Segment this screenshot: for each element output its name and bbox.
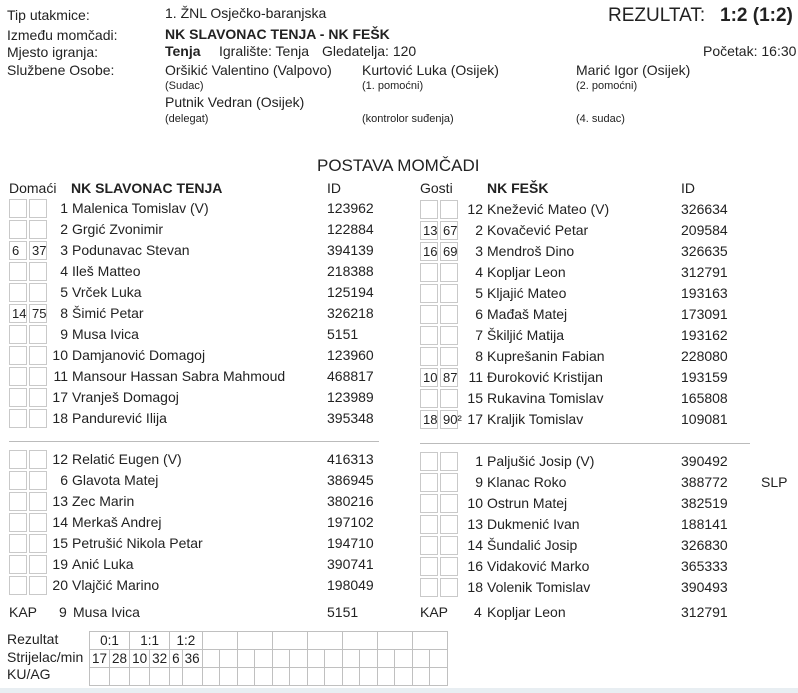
home-captain-id: 5151 (327, 604, 359, 620)
score-cell: 1:1 (130, 632, 170, 650)
scorer-cell (412, 650, 430, 668)
kuag-cell (150, 668, 170, 686)
kuag-cell (182, 668, 202, 686)
goal-minute-box (420, 536, 438, 555)
player-id: 326635 (681, 243, 728, 259)
player-id: 193163 (681, 285, 728, 301)
player-id: 394139 (327, 242, 374, 258)
home-captain-number: 9 (59, 604, 67, 620)
player-number: 3 (60, 242, 68, 258)
player-number: 8 (475, 348, 483, 364)
player-number: 17 (52, 389, 68, 405)
scorer-cell (237, 650, 255, 668)
player-number: 10 (52, 347, 68, 363)
scorer-cell (377, 650, 395, 668)
player-number: 20 (52, 577, 68, 593)
official-name: Oršikić Valentino (Valpovo) (165, 62, 332, 78)
goal-minute-box (420, 494, 438, 513)
player-name: Petrušić Nikola Petar (72, 535, 203, 551)
goal-minute-box (440, 452, 458, 471)
kuag-row-label: KU/AG (7, 666, 51, 682)
goal-minute-box (440, 494, 458, 513)
goal-minute-box: 16 (420, 242, 438, 261)
scorer-cell (430, 650, 448, 668)
player-number: 7 (475, 327, 483, 343)
kuag-cell (377, 668, 395, 686)
player-number: 15 (52, 535, 68, 551)
scorer-cell: 36 (182, 650, 202, 668)
player-number: 19 (52, 556, 68, 572)
home-captain-label: KAP (9, 604, 38, 620)
player-id: 198049 (327, 577, 374, 593)
divider (420, 443, 750, 444)
player-name: Malenica Tomislav (V) (72, 200, 209, 216)
goal-minute-box (420, 515, 438, 534)
goal-minute-box: 18 (420, 410, 438, 429)
scorer-cell (395, 650, 413, 668)
player-id: 125194 (327, 284, 374, 300)
away-side-label: Gosti (420, 180, 453, 196)
score-cell (202, 632, 237, 650)
player-id: 395348 (327, 410, 374, 426)
scorer-cell: 32 (150, 650, 170, 668)
score-cell (412, 632, 447, 650)
scorer-cell (325, 650, 343, 668)
scorer-cell (220, 650, 238, 668)
goal-minute-box (420, 284, 438, 303)
player-name: Kraljik Tomislav (487, 411, 584, 427)
player-number: 4 (475, 264, 483, 280)
player-name: Kovačević Petar (487, 222, 589, 238)
lineups-title: POSTAVA MOMČADI (317, 156, 480, 175)
scorer-cell (360, 650, 378, 668)
kuag-cell (412, 668, 430, 686)
player-number: 14 (52, 514, 68, 530)
player-number: 5 (475, 285, 483, 301)
player-number: 12 (52, 451, 68, 467)
goal-minute-box: 75 (29, 304, 47, 323)
player-number: 4 (60, 263, 68, 279)
player-id: 390492 (681, 453, 728, 469)
player-name: Anić Luka (72, 556, 134, 572)
player-number: 8 (60, 305, 68, 321)
player-number: 3 (475, 243, 483, 259)
player-name: Mendroš Dino (487, 243, 575, 259)
player-name: Grgić Zvonimir (72, 221, 164, 237)
goal-minute-box (9, 262, 27, 281)
player-name: Vranješ Domagoj (72, 389, 179, 405)
goal-minute-box (420, 305, 438, 324)
player-number: 2 (60, 221, 68, 237)
goal-minute-box (9, 471, 27, 490)
match-type-value: 1. ŽNL Osječko-baranjska (165, 5, 327, 21)
goal-minute-box (420, 557, 438, 576)
score-cell (377, 632, 412, 650)
kickoff-value: Početak: 16:30 (703, 43, 797, 59)
away-id-header: ID (681, 180, 695, 196)
away-captain-id: 312791 (681, 604, 728, 620)
kuag-cell (342, 668, 360, 686)
player-name: Ostrun Matej (487, 495, 568, 511)
player-name: Volenik Tomislav (487, 579, 591, 595)
player-id: 312791 (681, 264, 728, 280)
goal-minute-box (440, 515, 458, 534)
goal-minute-box (9, 576, 27, 595)
goal-minute-box (9, 283, 27, 302)
away-team-name: NK FEŠK (487, 180, 549, 196)
player-number: 6 (475, 306, 483, 322)
goal-minute-box (440, 326, 458, 345)
scorer-cell (255, 650, 273, 668)
goal-minute-box: 13 (420, 221, 438, 240)
official-role: (2. pomoćni) (576, 80, 638, 92)
goal-minute-box (9, 199, 27, 218)
scorer-row-label: Strijelac/min (7, 649, 84, 665)
goal-minute-box (440, 284, 458, 303)
player-number: 6 (60, 472, 68, 488)
goal-minute-box (440, 389, 458, 408)
goal-minute-box: 87 (440, 368, 458, 387)
player-id: 416313 (327, 451, 374, 467)
player-number: 18 (52, 410, 68, 426)
goal-minute-box (9, 325, 27, 344)
goal-minute-box (420, 200, 438, 219)
player-id: 123989 (327, 389, 374, 405)
player-number: 13 (52, 493, 68, 509)
kuag-cell (220, 668, 238, 686)
kuag-cell (290, 668, 308, 686)
player-id: 390493 (681, 579, 728, 595)
player-id: 388772 (681, 474, 728, 490)
player-note: SLP (761, 474, 788, 490)
goal-minute-box (440, 263, 458, 282)
goal-minute-box: 37 (29, 241, 47, 260)
player-name: Podunavac Stevan (72, 242, 190, 258)
officials-label: Službene Osobe: (7, 62, 115, 78)
player-id: 365333 (681, 558, 728, 574)
player-id: 173091 (681, 306, 728, 322)
player-name: Đuroković Kristijan (487, 369, 603, 385)
kuag-cell (272, 668, 290, 686)
goal-minute-box (420, 347, 438, 366)
goal-minute-box (9, 513, 27, 532)
player-name: Vidaković Marko (487, 558, 590, 574)
scorer-cell (272, 650, 290, 668)
kuag-cell (255, 668, 273, 686)
home-id-header: ID (327, 180, 341, 196)
player-id: 193162 (681, 327, 728, 343)
spectators-value: Gledatelja: 120 (322, 43, 417, 59)
player-id: 468817 (327, 368, 374, 384)
official-role: (kontrolor suđenja) (362, 113, 454, 125)
goal-minute-box: 14 (9, 304, 27, 323)
goal-minute-box (420, 578, 438, 597)
scorer-cell (307, 650, 325, 668)
score-cell (342, 632, 377, 650)
score-cell (307, 632, 342, 650)
player-name: Relatić Eugen (V) (72, 451, 182, 467)
scorer-cell (342, 650, 360, 668)
result-row-label: Rezultat (7, 631, 59, 647)
goal-minute-box (9, 388, 27, 407)
scorer-cell: 28 (110, 650, 130, 668)
score-cell (237, 632, 272, 650)
player-id: 123962 (327, 200, 374, 216)
player-name: Šimić Petar (72, 305, 144, 321)
scorer-cell (202, 650, 220, 668)
kuag-cell (307, 668, 325, 686)
player-number: 11 (468, 369, 483, 385)
player-number: 9 (60, 326, 68, 342)
official-role: (delegat) (165, 113, 209, 125)
player-name: Mađaš Matej (487, 306, 568, 322)
player-id: 193159 (681, 369, 728, 385)
goal-minute-box (9, 534, 27, 553)
player-name: Šundalić Josip (487, 537, 578, 553)
player-number: 1 (60, 200, 68, 216)
player-number: 1 (475, 453, 483, 469)
kuag-cell (360, 668, 378, 686)
result-value: 1:2 (1:2) (720, 5, 793, 26)
goal-minute-box (9, 367, 27, 386)
goal-minute-box (9, 450, 27, 469)
player-id: 382519 (681, 495, 728, 511)
goal-minute-box (440, 305, 458, 324)
kuag-cell (110, 668, 130, 686)
official-name: Marić Igor (Osijek) (576, 62, 691, 78)
goal-minute-box (9, 220, 27, 239)
score-cell (272, 632, 307, 650)
player-name: Kopljar Leon (487, 264, 566, 280)
kuag-cell (170, 668, 183, 686)
player-number: 10 (467, 495, 483, 511)
player-name: Kuprešanin Fabian (487, 348, 605, 364)
goal-minute-box (440, 200, 458, 219)
teams-value: NK SLAVONAC TENJA - NK FEŠK (165, 26, 390, 42)
player-name: Ileš Matteo (72, 263, 141, 279)
goal-minute-box: 69 (440, 242, 458, 261)
goal-minute-box (420, 326, 438, 345)
player-number: 9 (475, 474, 483, 490)
official-role: (1. pomoćni) (362, 80, 424, 92)
player-name: Merkaš Andrej (72, 514, 162, 530)
player-id: 228080 (681, 348, 728, 364)
player-number: 13 (467, 516, 483, 532)
goal-minute-box: 67 (440, 221, 458, 240)
player-name: Damjanović Domagoj (72, 347, 206, 363)
player-id: 326830 (681, 537, 728, 553)
scorer-cell (290, 650, 308, 668)
player-name: Mansour Hassan Sabra Mahmoud (72, 368, 286, 384)
player-number: 17 (467, 411, 483, 427)
teams-label: Između momčadi: (7, 27, 118, 43)
player-number: 16 (467, 558, 483, 574)
player-name: Vrček Luka (72, 284, 142, 300)
player-id: 218388 (327, 263, 374, 279)
player-number: 2 (475, 222, 483, 238)
goal-minute-box: 6 (9, 241, 27, 260)
player-name: Paljušić Josip (V) (487, 453, 595, 469)
pitch-value: Igralište: Tenja (219, 43, 310, 59)
official-role: (4. sudac) (576, 113, 625, 125)
scorer-cell: 6 (170, 650, 183, 668)
player-name: Dukmenić Ivan (487, 516, 580, 532)
goal-minute-box (440, 578, 458, 597)
goal-minute-box (420, 389, 438, 408)
kuag-cell (325, 668, 343, 686)
player-id: 122884 (327, 221, 374, 237)
venue-label: Mjesto igranja: (7, 44, 99, 60)
scorer-cell: 10 (130, 650, 150, 668)
goal-minute-box (9, 492, 27, 511)
player-name: Zec Marin (72, 493, 135, 509)
player-name: Pandurević Ilija (72, 410, 167, 426)
goal-minute-box (9, 409, 27, 428)
player-name: Knežević Mateo (V) (487, 201, 610, 217)
kuag-cell (90, 668, 110, 686)
official-name: Putnik Vedran (Osijek) (165, 94, 305, 110)
player-id: 386945 (327, 472, 374, 488)
score-cell: 0:1 (90, 632, 130, 650)
kuag-cell (202, 668, 220, 686)
official-role: (Sudac) (165, 80, 204, 92)
player-id: 109081 (681, 411, 728, 427)
player-id: 123960 (327, 347, 374, 363)
goal-minute-box: 10 (420, 368, 438, 387)
player-name: Klanac Roko (487, 474, 567, 490)
footer-strip (0, 688, 798, 693)
player-name: Kljajić Mateo (487, 285, 567, 301)
player-id: 5151 (327, 326, 359, 342)
away-captain-name: Kopljar Leon (487, 604, 566, 620)
official-name: Kurtović Luka (Osijek) (362, 62, 499, 78)
goal-minute-box (440, 557, 458, 576)
player-name: Škiljić Matija (487, 327, 565, 343)
player-number: 14 (467, 537, 483, 553)
goal-minute-box (420, 473, 438, 492)
player-id: 194710 (327, 535, 374, 551)
kuag-cell (130, 668, 150, 686)
player-number: 5 (60, 284, 68, 300)
match-type-label: Tip utakmice: (7, 7, 90, 23)
player-id: 188141 (681, 516, 728, 532)
goal-minute-box (440, 347, 458, 366)
score-cell: 1:2 (170, 632, 203, 650)
away-captain-label: KAP (420, 604, 449, 620)
home-captain-name: Musa Ivica (73, 604, 140, 620)
kuag-cell (395, 668, 413, 686)
goal-minute-box (9, 346, 27, 365)
player-id: 197102 (327, 514, 374, 530)
goal-minute-box: 90² (440, 410, 458, 429)
player-name: Vlajčić Marino (72, 577, 160, 593)
kuag-cell (237, 668, 255, 686)
player-name: Rukavina Tomislav (487, 390, 604, 406)
scorer-cell: 17 (90, 650, 110, 668)
player-id: 209584 (681, 222, 728, 238)
player-name: Musa Ivica (72, 326, 139, 342)
player-id: 390741 (327, 556, 374, 572)
player-id: 380216 (327, 493, 374, 509)
goal-minute-box (440, 536, 458, 555)
player-number: 18 (467, 579, 483, 595)
home-side-label: Domaći (9, 180, 57, 196)
goal-minute-box (9, 555, 27, 574)
player-id: 326634 (681, 201, 728, 217)
goal-minute-box (440, 473, 458, 492)
goal-minute-box (420, 263, 438, 282)
player-name: Glavota Matej (72, 472, 159, 488)
divider (9, 441, 379, 442)
player-id: 165808 (681, 390, 728, 406)
goal-minute-box (420, 452, 438, 471)
player-number: 11 (53, 368, 68, 384)
player-number: 15 (467, 390, 483, 406)
player-id: 326218 (327, 305, 374, 321)
venue-value: Tenja (165, 43, 201, 59)
home-team-name: NK SLAVONAC TENJA (71, 180, 223, 196)
away-captain-number: 4 (474, 604, 482, 620)
kuag-cell (430, 668, 448, 686)
score-table (89, 631, 448, 686)
player-number: 12 (467, 201, 483, 217)
result-label: REZULTAT: (608, 5, 706, 26)
